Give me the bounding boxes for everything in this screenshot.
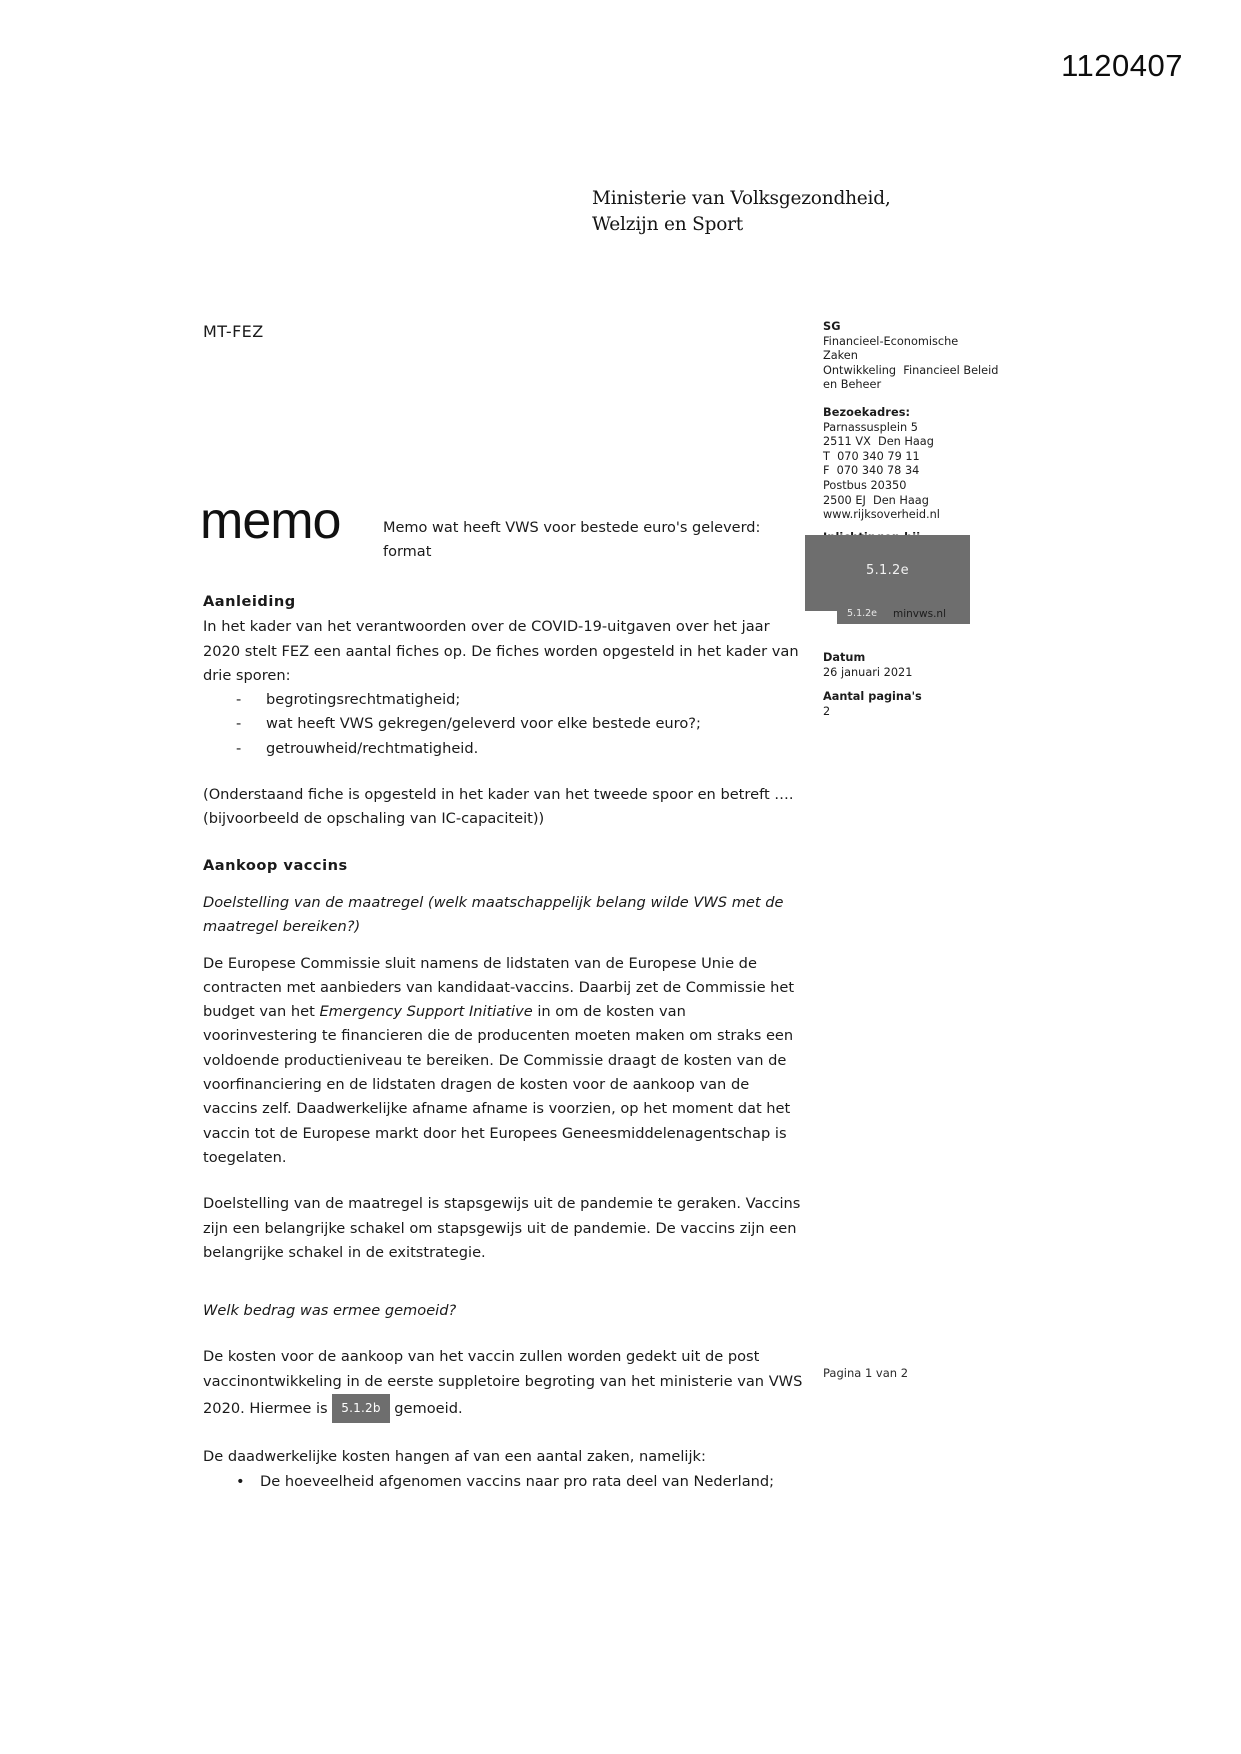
subheading-welk-bedrag: Welk bedrag was ermee gemoeid? — [203, 1302, 457, 1320]
paragraph-part-a: De kosten voor de aankoop van het vaccin zullen worden gedekt uit de post vaccinontwikkeling in de eerste suppletoire begroting van het ministerie van VWS 2020. Hiermee is — [203, 1348, 803, 1418]
list-sporen — [203, 688, 803, 761]
sidebar-department-block — [823, 320, 1023, 393]
sidebar-postbus-line: Postbus 20350 — [823, 478, 907, 492]
sidebar-department-line: Ontwikkeling Financieel Beleid — [823, 363, 999, 377]
redaction-code-contact: 5.1.2e — [866, 563, 909, 578]
sidebar-pagecount-block — [823, 689, 922, 719]
ministry-line-1: Ministerie van Volksgezondheid, — [592, 188, 891, 209]
sidebar-date-block — [823, 650, 912, 680]
sidebar-pagecount-value: 2 — [823, 705, 831, 718]
sidebar-phone-line: T 070 340 79 11 — [823, 449, 920, 463]
sidebar-department-line: en Beheer — [823, 378, 882, 392]
sidebar-postcode-line: 2500 EJ Den Haag — [823, 493, 929, 507]
paragraph-europese-commissie — [203, 952, 803, 1171]
sidebar-website-line: www.rijksoverheid.nl — [823, 508, 940, 522]
subheading-doelstelling: Doelstelling van de maatregel (welk maatschappelijk belang wilde VWS met de maatregel bereiken?) — [203, 893, 784, 936]
redaction-block-contact — [805, 535, 970, 611]
paragraph-fiche-note: (Onderstaand fiche is opgesteld in het kader van het tweede spoor en betreft ….(bijvoorbeeld de opschaling van IC-capaciteit)) — [203, 786, 794, 828]
document-number: 1120407 — [1061, 48, 1183, 83]
sidebar-address-line: Parnassusplein 5 — [823, 420, 918, 434]
list-item: - begrotingsrechtmatigheid; — [203, 688, 803, 712]
redaction-code-email: 5.1.2e — [847, 608, 878, 619]
list-kosten-factoren — [203, 1470, 803, 1494]
page-footer: Pagina 1 van 2 — [823, 1366, 909, 1380]
paragraph-part-b: gemoeid. — [389, 1400, 463, 1418]
emphasis-emergency-support-initiative: Emergency Support Initiative — [319, 1003, 533, 1021]
memo-wordmark: memo — [200, 492, 341, 550]
paragraph-part-a: De Europese Commissie sluit namens de lidstaten van de Europese Unie de contracten met aanbieders van kandidaat-vaccins. Daarbij zet de Commissie het budget van het — [203, 954, 795, 1021]
email-domain-text: minvws.nl — [893, 608, 946, 620]
paragraph-part-b: in om de kosten van voorinvestering te financieren die de producenten moeten maken om straks een voldoende productieniveau te bereiken. De Commissie draagt de kosten van de voorfinanciering en de lidstaten dragen de kosten voor de aankoop van de vaccins zelf. Daadwerkelijke afname afname is voorzien, op het moment dat het vaccin tot de Europese markt door het Europees Geneesmiddelenagentschap is toegelaten. — [203, 1003, 794, 1166]
sidebar-department-line: Financieel-Economische — [823, 334, 959, 348]
memo-subtitle: Memo wat heeft VWS voor bestede euro's geleverd: format — [383, 520, 761, 560]
paragraph-kosten-aankoop — [203, 1345, 803, 1423]
sidebar-department-line: Zaken — [823, 349, 858, 363]
heading-aankoop-vaccins: Aankoop vaccins — [203, 856, 348, 874]
paragraph-aanleiding: In het kader van het verantwoorden over de COVID-19-uitgaven over het jaar 2020 stelt FEZ een aantal fiches op. De fiches worden opgesteld in het kader van drie sporen: — [203, 618, 799, 684]
ministry-line-2: Welzijn en Sport — [592, 214, 744, 235]
memo-body — [203, 590, 803, 1494]
list-item: - getrouwheid/rechtmatigheid. — [203, 737, 803, 761]
sidebar-date-heading: Datum — [823, 651, 866, 664]
sidebar-department-heading: SG — [823, 320, 841, 333]
list-item: • De hoeveelheid afgenomen vaccins naar pro rata deel van Nederland; — [203, 1470, 803, 1494]
sidebar-pagecount-heading: Aantal pagina's — [823, 690, 922, 703]
sidebar-address-block — [823, 406, 1023, 523]
sidebar-address-line: 2511 VX Den Haag — [823, 435, 934, 449]
sidebar-date-value: 26 januari 2021 — [823, 666, 913, 679]
paragraph-daadwerkelijke-kosten: De daadwerkelijke kosten hangen af van een aantal zaken, namelijk: — [203, 1448, 706, 1466]
sidebar-address-heading: Bezoekadres: — [823, 405, 911, 419]
ministry-logo-text — [592, 186, 891, 238]
sidebar-info-column — [823, 320, 1023, 545]
addressee: MT-FEZ — [203, 322, 264, 341]
paragraph-doelstelling-pandemie: Doelstelling van de maatregel is stapsgewijs uit de pandemie te geraken. Vaccins zijn een belangrijke schakel om stapsgewijs uit de pandemie. De vaccins zijn een belangrijke schakel in de exitstrategie. — [203, 1195, 801, 1261]
list-item: - wat heeft VWS gekregen/geleverd voor elke bestede euro?; — [203, 712, 803, 736]
redaction-inline-bedrag: 5.1.2b — [332, 1394, 389, 1423]
sidebar-fax-line: F 070 340 78 34 — [823, 464, 920, 478]
heading-aanleiding: Aanleiding — [203, 593, 296, 610]
